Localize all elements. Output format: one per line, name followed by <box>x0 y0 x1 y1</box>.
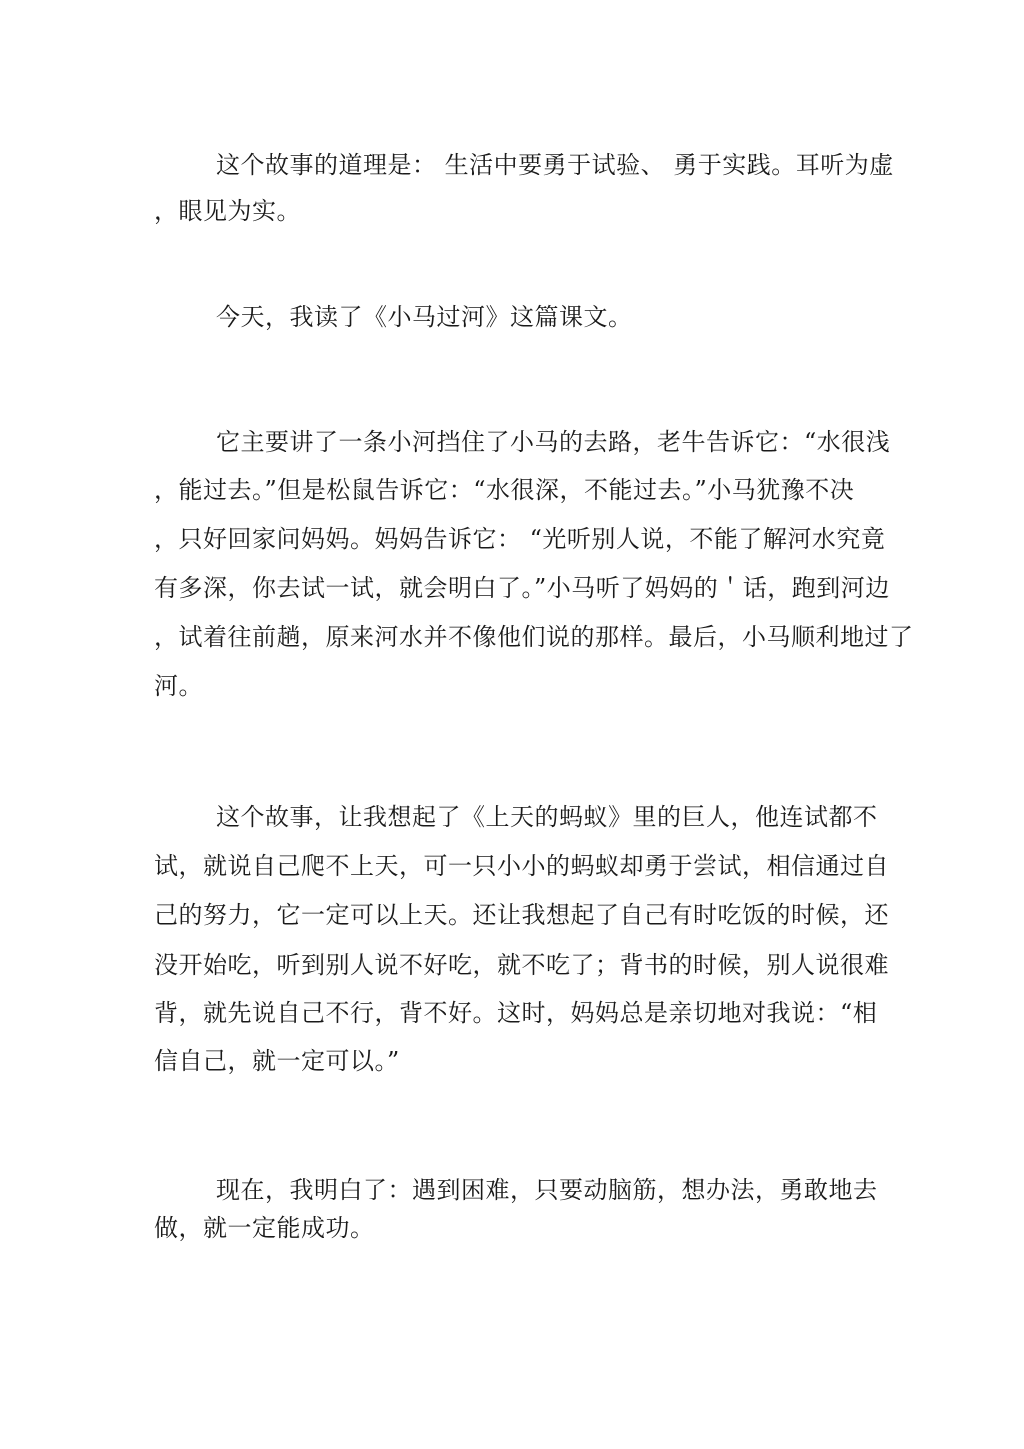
text-line: 做，就一定能成功。 <box>154 1214 375 1242</box>
text-line: 试，就说自己爬不上天，可一只小小的蚂蚁却勇于尝试，相信通过自 <box>154 852 889 880</box>
text-line: ，试着往前趟，原来河水并不像他们说的那样。最后，小马顺利地过了 <box>154 623 914 651</box>
text-line: 它主要讲了一条小河挡住了小马的去路，老牛告诉它：“水很浅 <box>216 428 891 456</box>
text-line: ，能过去。”但是松鼠告诉它：“水很深，不能过去。”小马犹豫不决 <box>154 476 855 504</box>
text-line: 背，就先说自己不行，背不好。这时，妈妈总是亲切地对我说：“相 <box>154 999 878 1027</box>
text-line: ，只好回家问妈妈。妈妈告诉它： “光听别人说，不能了解河水究竟 <box>154 525 886 553</box>
text-line: 己的努力，它一定可以上天。还让我想起了自己有时吃饭的时候，还 <box>154 901 889 929</box>
text-line: 有多深，你去试一试，就会明白了。”小马听了妈妈的＇话，跑到河边 <box>154 574 890 602</box>
text-line: 今天，我读了《小马过河》这篇课文。 <box>216 303 633 331</box>
text-line: 现在，我明白了：遇到困难，只要动脑筋，想办法，勇敢地去 <box>216 1176 878 1204</box>
text-line: 信自己，就一定可以。” <box>154 1047 400 1075</box>
text-line: 没开始吃，听到别人说不好吃，就不吃了；背书的时候，别人说很难 <box>154 951 889 979</box>
text-line: 这个故事，让我想起了《上天的蚂蚁》里的巨人，他连试都不 <box>216 803 878 831</box>
text-line: 河。 <box>154 672 203 700</box>
text-line: ，眼见为实。 <box>154 197 301 225</box>
text-line: 这个故事的道理是： 生活中要勇于试验、 勇于实践。耳听为虚 <box>216 151 894 179</box>
